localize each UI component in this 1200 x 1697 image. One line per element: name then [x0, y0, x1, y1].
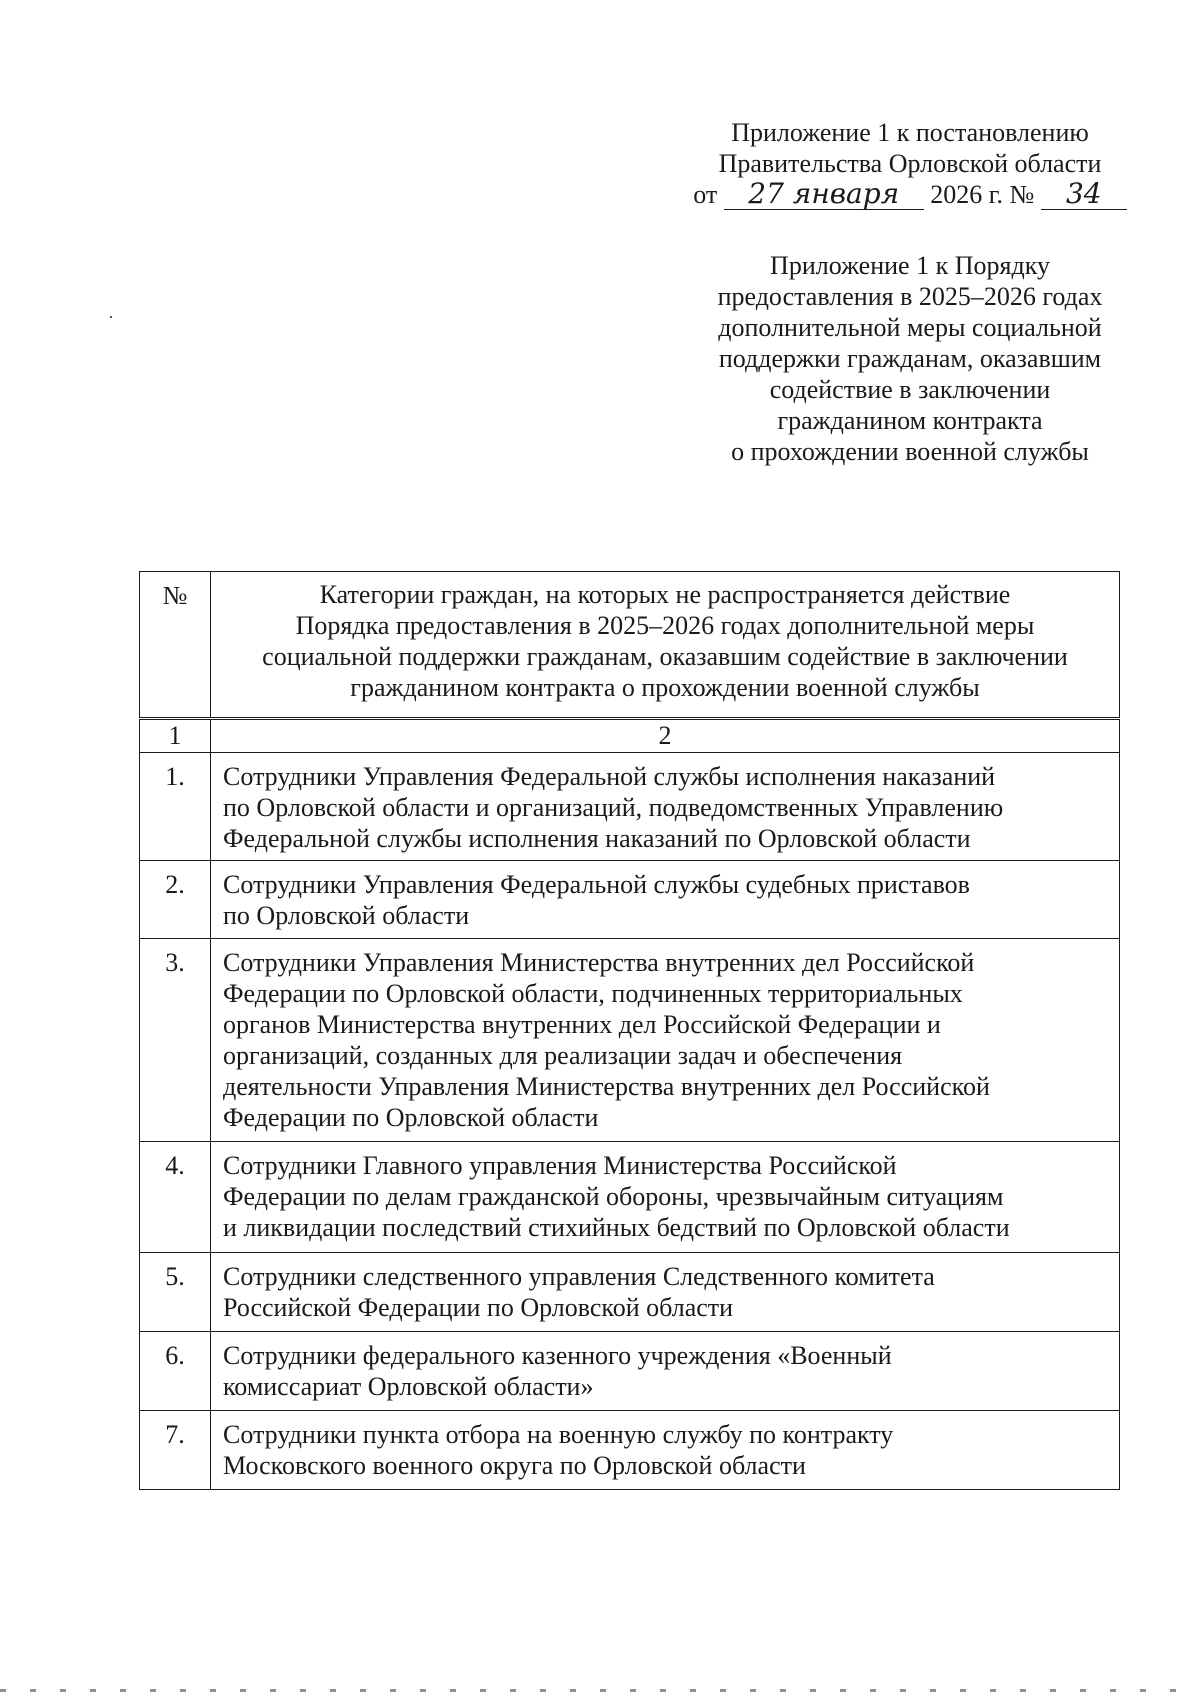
row-category-cell — [211, 861, 1120, 939]
table-row — [140, 753, 1120, 861]
row-number-cell: 2. — [140, 861, 211, 939]
category-text-line: Сотрудники следственного управления Следственного комитета — [223, 1262, 935, 1291]
order-appendix-line: дополнительной меры социальной — [718, 313, 1102, 342]
order-appendix-line: о прохождении военной службы — [731, 437, 1089, 466]
row-number-cell: 6. — [140, 1332, 211, 1411]
order-appendix-line: Приложение 1 к Порядку — [770, 251, 1050, 280]
category-text-line: Федеральной службы исполнения наказаний по Орловской области — [223, 824, 971, 853]
header-title-line: социальной поддержки гражданам, оказавшим содействие в заключении — [262, 642, 1068, 671]
row-category-cell — [211, 1142, 1120, 1253]
handwritten-date: 27 января — [724, 179, 924, 210]
row-number-cell: 4. — [140, 1142, 211, 1253]
category-text-line: Федерации по делам гражданской обороны, чрезвычайным ситуациям — [223, 1182, 1004, 1211]
resolution-appendix-header — [690, 117, 1130, 210]
row-number-cell: 5. — [140, 1253, 211, 1332]
row-category-cell — [211, 1253, 1120, 1332]
category-text-line: комиссариат Орловской области» — [223, 1372, 594, 1401]
table-row — [140, 1142, 1120, 1253]
row-category-cell — [211, 1411, 1120, 1490]
header-title-line: Порядка предоставления в 2025–2026 годах дополнительной меры — [295, 611, 1035, 640]
column-number-row — [140, 719, 1120, 753]
category-text-line: Московского военного округа по Орловской области — [223, 1451, 806, 1480]
date-prefix: от — [693, 180, 718, 209]
row-category-cell — [211, 1332, 1120, 1411]
column-number-1: 1 — [140, 719, 211, 753]
row-number-cell: 1. — [140, 753, 211, 861]
category-text-line: Сотрудники Управления Федеральной службы исполнения наказаний — [223, 762, 996, 791]
resolution-appendix-line-1: Приложение 1 к постановлению — [731, 118, 1089, 147]
category-text-line: деятельности Управления Министерства внутренних дел Российской — [223, 1072, 990, 1101]
category-text-line: по Орловской области — [223, 901, 470, 930]
category-text-line: организаций, созданных для реализации задач и обеспечения — [223, 1041, 903, 1070]
year-text: 2026 г. № — [930, 180, 1035, 209]
resolution-date-line — [690, 179, 1130, 210]
header-title-cell — [211, 572, 1120, 719]
category-text-line: по Орловской области и организаций, подведомственных Управлению — [223, 793, 1004, 822]
table-row — [140, 1332, 1120, 1411]
order-appendix-line: гражданином контракта — [777, 406, 1043, 435]
order-appendix-line: содействие в заключении — [769, 375, 1051, 404]
handwritten-number: 34 — [1041, 179, 1127, 210]
category-text-line: Сотрудники пункта отбора на военную службу по контракту — [223, 1420, 894, 1449]
column-number-2: 2 — [211, 719, 1120, 753]
table-row — [140, 861, 1120, 939]
category-text-line: Федерации по Орловской области — [223, 1103, 599, 1132]
scan-artifact — [110, 316, 112, 318]
table-row — [140, 939, 1120, 1142]
table-row — [140, 1253, 1120, 1332]
header-title-line: Категории граждан, на которых не распространяется действие — [319, 580, 1011, 609]
row-number-cell: 7. — [140, 1411, 211, 1490]
category-text-line: органов Министерства внутренних дел Российской Федерации и — [223, 1010, 941, 1039]
order-appendix-line: предоставления в 2025–2026 годах — [717, 282, 1103, 311]
table-body — [140, 719, 1120, 1490]
scan-bottom-edge — [0, 1689, 1200, 1692]
order-appendix-header — [690, 250, 1130, 467]
order-appendix-line: поддержки гражданам, оказавшим — [718, 344, 1102, 373]
category-text-line: Сотрудники федерального казенного учреждения «Военный — [223, 1341, 892, 1370]
table-header-row — [140, 572, 1120, 719]
resolution-appendix-line-2: Правительства Орловской области — [718, 149, 1102, 178]
categories-table — [139, 571, 1120, 1490]
category-text-line: Сотрудники Управления Федеральной службы судебных приставов — [223, 870, 970, 899]
category-text-line: Российской Федерации по Орловской области — [223, 1293, 734, 1322]
row-category-cell — [211, 753, 1120, 861]
category-text-line: Сотрудники Управления Министерства внутренних дел Российской — [223, 948, 975, 977]
category-text-line: и ликвидации последствий стихийных бедствий по Орловской области — [223, 1213, 1010, 1242]
category-text-line: Федерации по Орловской области, подчиненных территориальных — [223, 979, 963, 1008]
table-row — [140, 1411, 1120, 1490]
header-title-line: гражданином контракта о прохождении военной службы — [350, 673, 980, 702]
category-text-line: Сотрудники Главного управления Министерства Российской — [223, 1151, 897, 1180]
header-number-cell: № — [140, 572, 211, 719]
row-number-cell: 3. — [140, 939, 211, 1142]
row-category-cell — [211, 939, 1120, 1142]
